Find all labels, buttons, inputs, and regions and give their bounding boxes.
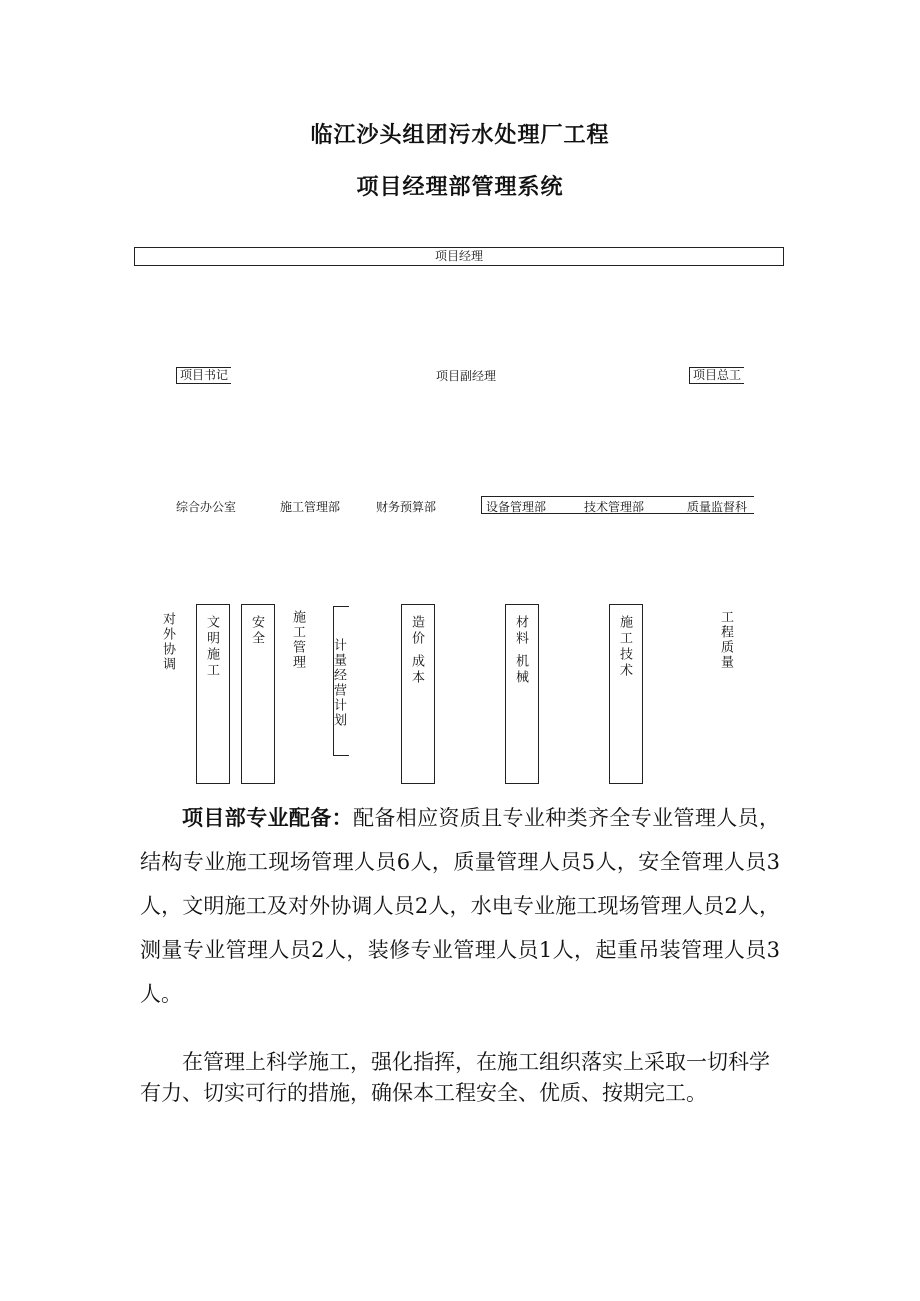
- dept-equipment-management: 设备管理部: [486, 500, 547, 514]
- document-subtitle: 项目经理部管理系统: [356, 175, 564, 200]
- staffing-lead: 项目部专业配备：: [182, 805, 353, 830]
- column-engineering-quality: 工程质量: [718, 610, 733, 670]
- column-cost: 造价 成本: [401, 604, 435, 784]
- document-title: 临江沙头组团污水处理厂工程: [310, 123, 610, 148]
- dept-general-office: 综合办公室: [176, 500, 237, 514]
- dept-construction-management: 施工管理部: [280, 500, 341, 514]
- column-safety: 安全: [241, 604, 275, 784]
- project-manager-box: 项目经理: [134, 247, 784, 266]
- column-construction-management: 施工管理: [290, 610, 305, 670]
- column-external-coordination: 对外协调: [160, 612, 175, 672]
- staffing-text: 配备相应资质且专业种类齐全专业管理人员，结构专业施工现场管理人员6人，质量管理人员5人，安全管理人员3人，文明施工及对外协调人员2人，水电专业施工现场管理人员2人，测量专业管理人员2人，装修专业管理人员1人，起重吊装管理人员3人。: [140, 806, 781, 1006]
- column-materials-machinery: 材料 机械: [505, 604, 539, 784]
- project-secretary-box: 项目书记: [176, 367, 231, 384]
- column-measurement-planning: 计量经营计划: [331, 638, 346, 728]
- dept-quality-supervision: 质量监督科: [687, 500, 748, 514]
- dept-finance-budget: 财务预算部: [376, 500, 437, 514]
- chief-engineer-box: 项目总工: [689, 367, 744, 384]
- dept-technical-management: 技术管理部: [584, 500, 645, 514]
- deputy-manager-label: 项目副经理: [436, 369, 497, 383]
- staffing-paragraph: [140, 796, 780, 1016]
- management-paragraph: 在管理上科学施工，强化指挥，在施工组织落实上采取一切科学有力、切实可行的措施，确保本工程安全、优质、按期完工。: [140, 1050, 770, 1105]
- column-construction-technology: 施工技术: [609, 604, 643, 784]
- column-civilized-construction: 文明施工: [196, 604, 230, 784]
